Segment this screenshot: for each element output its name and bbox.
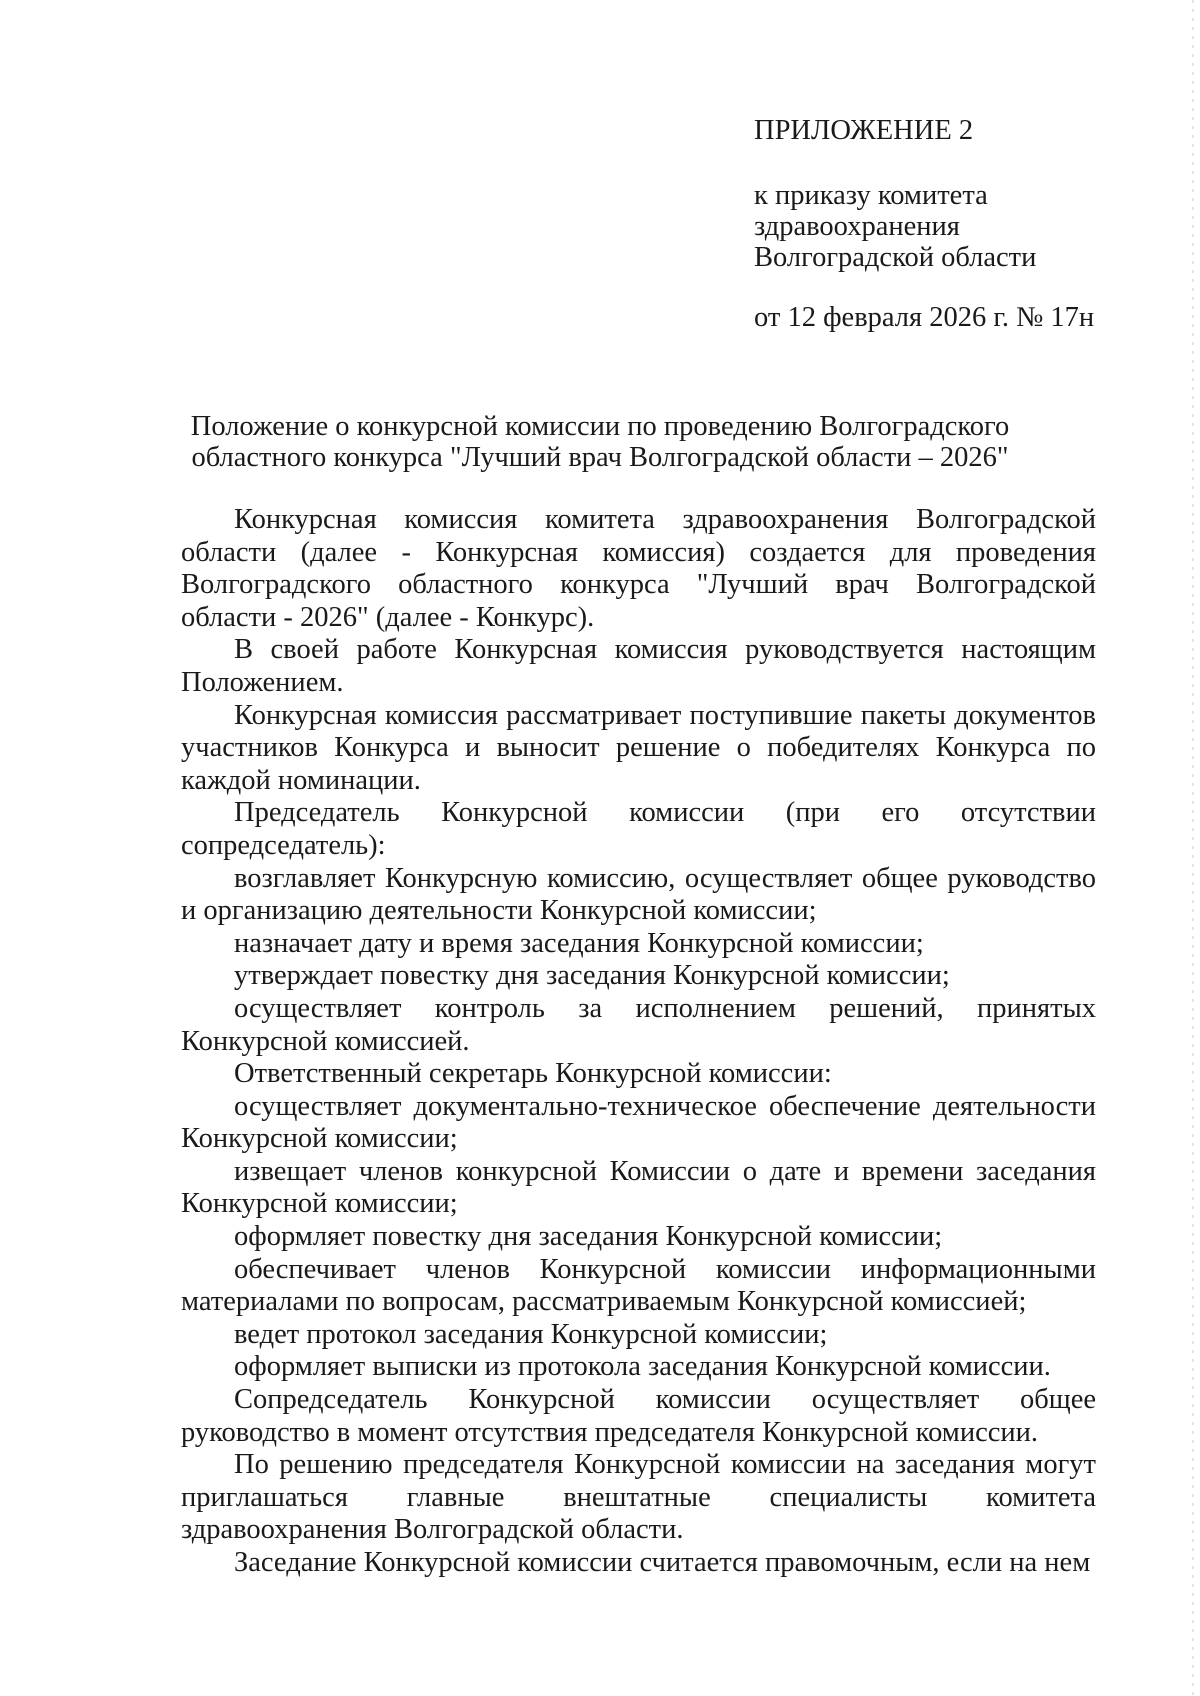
paragraph: осуществляет документально-техническое обеспечение деятельности Конкурсной комиссии; [181, 1090, 1096, 1155]
attachment-ref-line: Волгоградской области [754, 242, 1037, 273]
document-title-line: Положение о конкурсной комиссии по проведению Волгоградского [190, 411, 1010, 442]
paragraph: Конкурсная комиссия рассматривает поступившие пакеты документов участников Конкурса и выносит решение о победителях Конкурса по каждой номинации. [181, 699, 1096, 796]
paragraph: возглавляет Конкурсную комиссию, осуществляет общее руководство и организацию деятельности Конкурсной комиссии; [181, 862, 1096, 927]
paragraph: В своей работе Конкурсная комиссия руководствуется настоящим Положением. [181, 634, 1096, 698]
paragraph: Заседание Конкурсной комиссии считается правомочным, если на нем [234, 1547, 1091, 1578]
paragraph: утверждает повестку дня заседания Конкурсной комиссии; [234, 960, 950, 992]
document-body [181, 504, 1096, 1580]
attachment-title: ПРИЛОЖЕНИЕ 2 [754, 115, 974, 146]
attachment-ref-line: здравоохранения [754, 211, 960, 242]
document-title-line: областного конкурса "Лучший врач Волгоградской области – 2026" [191, 442, 1009, 473]
paragraph: осуществляет контроль за исполнением решений, принятых Конкурсной комиссией. [181, 992, 1096, 1057]
attachment-header [754, 116, 1174, 333]
attachment-date-number: от 12 февраля 2026 г. № 17н [754, 302, 1095, 333]
paragraph: извещает членов конкурсной Комиссии о дате и времени заседания Конкурсной комиссии; [181, 1155, 1096, 1220]
paragraph: обеспечивает членов Конкурсной комиссии информационными материалами по вопросам, рассматриваемым Конкурсной комиссией; [181, 1253, 1096, 1318]
paragraph: Сопредседатель Конкурсной комиссии осуществляет общее руководство в момент отсутствия председателя Конкурсной комиссии. [181, 1384, 1096, 1448]
paragraph: Конкурсная комиссия комитета здравоохранения Волгоградской области (далее - Конкурсная комиссия) создается для проведения Волгоградского областного конкурса "Лучший врач Волгоградской области - 2026" (далее - Конкурс). [181, 504, 1096, 633]
paragraph: Ответственный секретарь Конкурсной комиссии: [234, 1058, 832, 1090]
attachment-ref-line: к приказу комитета [754, 180, 988, 211]
paragraph: оформляет повестку дня заседания Конкурсной комиссии; [234, 1221, 943, 1253]
paragraph: оформляет выписки из протокола заседания Конкурсной комиссии. [234, 1351, 1051, 1383]
paragraph: ведет протокол заседания Конкурсной комиссии; [234, 1318, 828, 1350]
paragraph: По решению председателя Конкурсной комиссии на заседания могут приглашаться главные внештатные специалисты комитета здравоохранения Волгоградской области. [181, 1449, 1096, 1546]
paragraph: назначает дату и время заседания Конкурсной комиссии; [234, 927, 924, 959]
document-title [160, 411, 1040, 473]
attachment-reference [754, 180, 1174, 273]
scan-edge-artifact [1192, 0, 1194, 1696]
paragraph: Председатель Конкурсной комиссии (при его отсутствии сопредседатель): [181, 797, 1096, 861]
